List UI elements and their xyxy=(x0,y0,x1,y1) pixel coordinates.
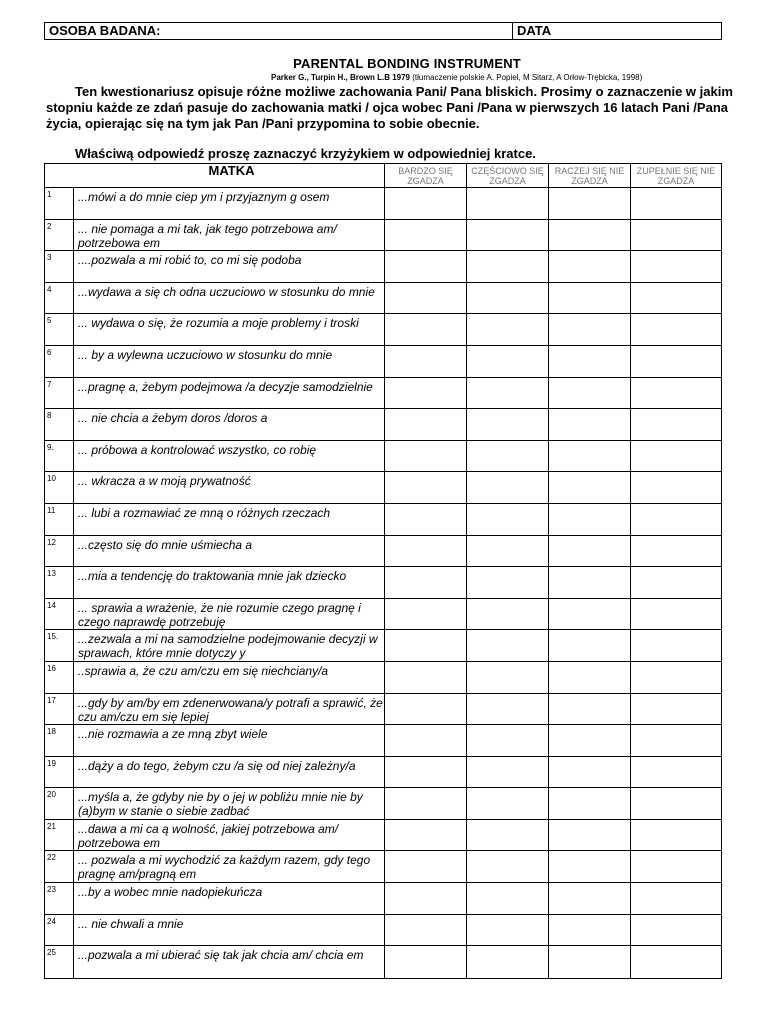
item-text: ...wydawa a się ch odna uczuciowo w stosunku do mnie xyxy=(74,283,385,314)
answer-checkbox[interactable] xyxy=(467,283,549,314)
instruction-text: Właściwą odpowiedź proszę zaznaczyć krzyżykiem w odpowiedniej kratce. xyxy=(75,146,536,161)
answer-checkbox[interactable] xyxy=(467,915,549,946)
item-number: 4 xyxy=(45,283,74,314)
table-row xyxy=(45,725,721,757)
answer-checkbox[interactable] xyxy=(467,378,549,409)
answer-checkbox[interactable] xyxy=(385,346,467,377)
answer-checkbox[interactable] xyxy=(549,188,631,219)
answer-checkbox[interactable] xyxy=(631,567,721,598)
answer-checkbox[interactable] xyxy=(549,409,631,440)
table-row xyxy=(45,472,721,504)
answer-checkbox[interactable] xyxy=(385,757,467,788)
answer-checkbox[interactable] xyxy=(467,788,549,819)
answer-checkbox[interactable] xyxy=(549,378,631,409)
data-field[interactable]: DATA xyxy=(517,23,552,38)
table-row xyxy=(45,851,721,883)
answer-checkbox[interactable] xyxy=(385,220,467,251)
item-text: ...dawa a mi ca ą wolność, jakiej potrzebowa am/ potrzebowa em xyxy=(74,820,385,851)
answer-checkbox[interactable] xyxy=(549,441,631,472)
answer-checkbox[interactable] xyxy=(549,346,631,377)
answer-checkbox[interactable] xyxy=(467,409,549,440)
answer-checkbox[interactable] xyxy=(631,915,721,946)
item-number: 20 xyxy=(45,788,74,819)
table-header xyxy=(45,164,721,188)
item-text: ...mówi a do mnie ciep ym i przyjaznym g osem xyxy=(74,188,385,219)
table-row xyxy=(45,251,721,283)
item-number: 15. xyxy=(45,630,74,661)
answer-checkbox[interactable] xyxy=(467,630,549,661)
questionnaire-table xyxy=(44,163,722,979)
answer-checkbox[interactable] xyxy=(549,851,631,882)
table-row xyxy=(45,188,721,220)
answer-checkbox[interactable] xyxy=(385,536,467,567)
answer-checkbox[interactable] xyxy=(549,820,631,851)
answer-checkbox[interactable] xyxy=(549,220,631,251)
answer-checkbox[interactable] xyxy=(385,662,467,693)
table-row xyxy=(45,536,721,568)
item-number: 8 xyxy=(45,409,74,440)
item-number: 21 xyxy=(45,820,74,851)
answer-checkbox[interactable] xyxy=(631,283,721,314)
item-number: 1 xyxy=(45,188,74,219)
answer-checkbox[interactable] xyxy=(467,599,549,630)
item-number: 2 xyxy=(45,220,74,251)
answer-checkbox[interactable] xyxy=(385,946,467,978)
answer-checkbox[interactable] xyxy=(549,725,631,756)
answer-checkbox[interactable] xyxy=(631,314,721,345)
answer-checkbox[interactable] xyxy=(385,251,467,282)
item-text: ...by a wobec mnie nadopiekuńcza xyxy=(74,883,385,914)
answer-checkbox[interactable] xyxy=(631,536,721,567)
answer-checkbox[interactable] xyxy=(467,725,549,756)
item-number: 7 xyxy=(45,378,74,409)
answer-checkbox[interactable] xyxy=(385,409,467,440)
answer-checkbox[interactable] xyxy=(549,946,631,978)
answer-checkbox[interactable] xyxy=(631,883,721,914)
answer-checkbox[interactable] xyxy=(467,946,549,978)
header-box xyxy=(44,22,722,40)
item-text: ... sprawia a wrażenie, że nie rozumie czego pragnę i czego naprawdę potrzebuję xyxy=(74,599,385,630)
table-row xyxy=(45,915,721,947)
answer-checkbox[interactable] xyxy=(631,788,721,819)
answer-checkbox[interactable] xyxy=(467,220,549,251)
citation xyxy=(271,73,642,82)
document-title: PARENTAL BONDING INSTRUMENT xyxy=(293,56,521,71)
item-number: 22 xyxy=(45,851,74,882)
item-number: 18 xyxy=(45,725,74,756)
answer-checkbox[interactable] xyxy=(631,662,721,693)
citation-authors: Parker G., Turpin H., Brown L.B 1979 xyxy=(271,73,410,82)
item-number: 23 xyxy=(45,883,74,914)
item-text: ... wydawa o się, że rozumia a moje problemy i troski xyxy=(74,314,385,345)
answer-checkbox[interactable] xyxy=(631,630,721,661)
answer-checkbox[interactable] xyxy=(467,883,549,914)
answer-checkbox[interactable] xyxy=(631,504,721,535)
answer-checkbox[interactable] xyxy=(549,630,631,661)
answer-checkbox[interactable] xyxy=(549,599,631,630)
answer-checkbox[interactable] xyxy=(549,883,631,914)
answer-checkbox[interactable] xyxy=(467,567,549,598)
answer-checkbox[interactable] xyxy=(549,504,631,535)
answer-checkbox[interactable] xyxy=(385,599,467,630)
citation-translation: (tłumaczenie polskie A. Popiel, M Sitarz, A Orłow-Trębicka, 1998) xyxy=(412,73,643,82)
answer-checkbox[interactable] xyxy=(385,567,467,598)
item-number: 14 xyxy=(45,599,74,630)
answer-checkbox[interactable] xyxy=(631,946,721,978)
table-row xyxy=(45,599,721,631)
answer-checkbox[interactable] xyxy=(385,694,467,725)
table-row xyxy=(45,409,721,441)
item-text: ... pozwala a mi wychodzić za każdym razem, gdy tego pragnę am/pragną em xyxy=(74,851,385,882)
column-header: BARDZO SIĘ ZGADZA xyxy=(385,164,467,187)
table-row xyxy=(45,504,721,536)
answer-checkbox[interactable] xyxy=(385,883,467,914)
table-row xyxy=(45,346,721,378)
answer-checkbox[interactable] xyxy=(385,441,467,472)
answer-checkbox[interactable] xyxy=(549,283,631,314)
item-text: ..sprawia a, że czu am/czu em się niechciany/a xyxy=(74,662,385,693)
item-number: 16 xyxy=(45,662,74,693)
answer-checkbox[interactable] xyxy=(385,504,467,535)
answer-checkbox[interactable] xyxy=(631,251,721,282)
answer-checkbox[interactable] xyxy=(549,662,631,693)
answer-checkbox[interactable] xyxy=(385,314,467,345)
item-text: ...gdy by am/by em zdenerwowana/y potrafi a sprawić, że czu am/czu em się lepiej xyxy=(74,694,385,725)
answer-checkbox[interactable] xyxy=(467,504,549,535)
answer-checkbox[interactable] xyxy=(385,283,467,314)
table-row xyxy=(45,220,721,252)
answer-checkbox[interactable] xyxy=(631,599,721,630)
table-row xyxy=(45,883,721,915)
column-header: ZUPEŁNIE SIĘ NIE ZGADZA xyxy=(636,166,716,186)
answer-checkbox[interactable] xyxy=(631,188,721,219)
answer-checkbox[interactable] xyxy=(631,725,721,756)
answer-checkbox[interactable] xyxy=(631,694,721,725)
answer-checkbox[interactable] xyxy=(467,188,549,219)
item-text: ... by a wylewna uczuciowo w stosunku do mnie xyxy=(74,346,385,377)
answer-checkbox[interactable] xyxy=(631,378,721,409)
parent-label: MATKA xyxy=(45,164,385,187)
answer-checkbox[interactable] xyxy=(467,472,549,503)
osoba-badana-field[interactable]: OSOBA BADANA: xyxy=(45,23,513,39)
answer-checkbox[interactable] xyxy=(631,220,721,251)
answer-checkbox[interactable] xyxy=(631,441,721,472)
item-text: ...zezwala a mi na samodzielne podejmowanie decyzji w sprawach, które mnie dotyczy y xyxy=(74,630,385,661)
answer-checkbox[interactable] xyxy=(467,346,549,377)
item-text: ...mia a tendencję do traktowania mnie jak dziecko xyxy=(74,567,385,598)
item-number: 24 xyxy=(45,915,74,946)
answer-checkbox[interactable] xyxy=(549,915,631,946)
answer-checkbox[interactable] xyxy=(631,409,721,440)
answer-checkbox[interactable] xyxy=(549,567,631,598)
item-text: ...dąży a do tego, żebym czu /a się od niej zależny/a xyxy=(74,757,385,788)
item-number: 13 xyxy=(45,567,74,598)
item-number: 19 xyxy=(45,757,74,788)
table-row xyxy=(45,378,721,410)
answer-checkbox[interactable] xyxy=(549,314,631,345)
item-text: ...nie rozmawia a ze mną zbyt wiele xyxy=(74,725,385,756)
answer-checkbox[interactable] xyxy=(385,472,467,503)
answer-checkbox[interactable] xyxy=(467,662,549,693)
item-text: ...często się do mnie uśmiecha a xyxy=(74,536,385,567)
answer-checkbox[interactable] xyxy=(549,788,631,819)
table-body xyxy=(45,188,721,978)
item-number: 10 xyxy=(45,472,74,503)
answer-checkbox[interactable] xyxy=(549,757,631,788)
item-text: ... nie chcia a żebym doros /doros a xyxy=(74,409,385,440)
item-number: 9. xyxy=(45,441,74,472)
answer-checkbox[interactable] xyxy=(549,472,631,503)
answer-checkbox[interactable] xyxy=(385,630,467,661)
item-text: ...pozwala a mi ubierać się tak jak chcia am/ chcia em xyxy=(74,946,385,978)
answer-checkbox[interactable] xyxy=(549,694,631,725)
answer-checkbox[interactable] xyxy=(467,441,549,472)
answer-checkbox[interactable] xyxy=(549,536,631,567)
column-header: CZĘŚCIOWO SIĘ ZGADZA xyxy=(467,164,549,187)
item-number: 17 xyxy=(45,694,74,725)
table-row xyxy=(45,757,721,789)
answer-checkbox[interactable] xyxy=(631,472,721,503)
table-row xyxy=(45,314,721,346)
answer-checkbox[interactable] xyxy=(467,694,549,725)
table-row xyxy=(45,946,721,978)
answer-checkbox[interactable] xyxy=(385,915,467,946)
item-text: ....pozwala a mi robić to, co mi się podoba xyxy=(74,251,385,282)
answer-checkbox[interactable] xyxy=(385,851,467,882)
answer-checkbox[interactable] xyxy=(467,757,549,788)
answer-checkbox[interactable] xyxy=(385,725,467,756)
intro-paragraph: Ten kwestionariusz opisuje różne możliwe zachowania Pani/ Pana bliskich. Prosimy o zaznaczenie w jakim stopniu każde ze zdań pasuje do zachowania matki / ojca wobec Pani /Pana w pierwszych 16 latach Pani /Pana życia, opierając się na tym jak Pan /Pani przypomina to sobie obecnie. xyxy=(46,84,733,131)
answer-checkbox[interactable] xyxy=(631,346,721,377)
item-number: 3 xyxy=(45,251,74,282)
item-number: 5 xyxy=(45,314,74,345)
item-text: ... lubi a rozmawiać ze mną o różnych rzeczach xyxy=(74,504,385,535)
item-number: 25 xyxy=(45,946,74,978)
table-row xyxy=(45,567,721,599)
item-text: ... nie chwali a mnie xyxy=(74,915,385,946)
table-row xyxy=(45,788,721,820)
answer-checkbox[interactable] xyxy=(385,788,467,819)
table-row xyxy=(45,820,721,852)
column-header: RACZEJ SIĘ NIE ZGADZA xyxy=(549,164,631,187)
table-row xyxy=(45,662,721,694)
answer-checkbox[interactable] xyxy=(385,378,467,409)
answer-checkbox[interactable] xyxy=(549,251,631,282)
table-row xyxy=(45,630,721,662)
answer-checkbox[interactable] xyxy=(385,188,467,219)
item-text: ... wkracza a w moją prywatność xyxy=(74,472,385,503)
table-row xyxy=(45,694,721,726)
answer-checkbox[interactable] xyxy=(467,314,549,345)
item-text: ...pragnę a, żebym podejmowa /a decyzje samodzielnie xyxy=(74,378,385,409)
item-number: 6 xyxy=(45,346,74,377)
answer-checkbox[interactable] xyxy=(631,757,721,788)
answer-checkbox[interactable] xyxy=(467,851,549,882)
item-text: ... próbowa a kontrolować wszystko, co robię xyxy=(74,441,385,472)
answer-checkbox[interactable] xyxy=(631,851,721,882)
table-row xyxy=(45,283,721,315)
table-row xyxy=(45,441,721,473)
item-number: 12 xyxy=(45,536,74,567)
item-text: ...myśla a, że gdyby nie by o jej w pobliżu mnie nie by (a)bym w stanie o siebie zadbać xyxy=(74,788,385,819)
item-text: ... nie pomaga a mi tak, jak tego potrzebowa am/ potrzebowa em xyxy=(74,220,385,251)
answer-checkbox[interactable] xyxy=(467,251,549,282)
answer-checkbox[interactable] xyxy=(631,820,721,851)
answer-checkbox[interactable] xyxy=(467,536,549,567)
answer-checkbox[interactable] xyxy=(385,820,467,851)
item-number: 11 xyxy=(45,504,74,535)
answer-checkbox[interactable] xyxy=(467,820,549,851)
